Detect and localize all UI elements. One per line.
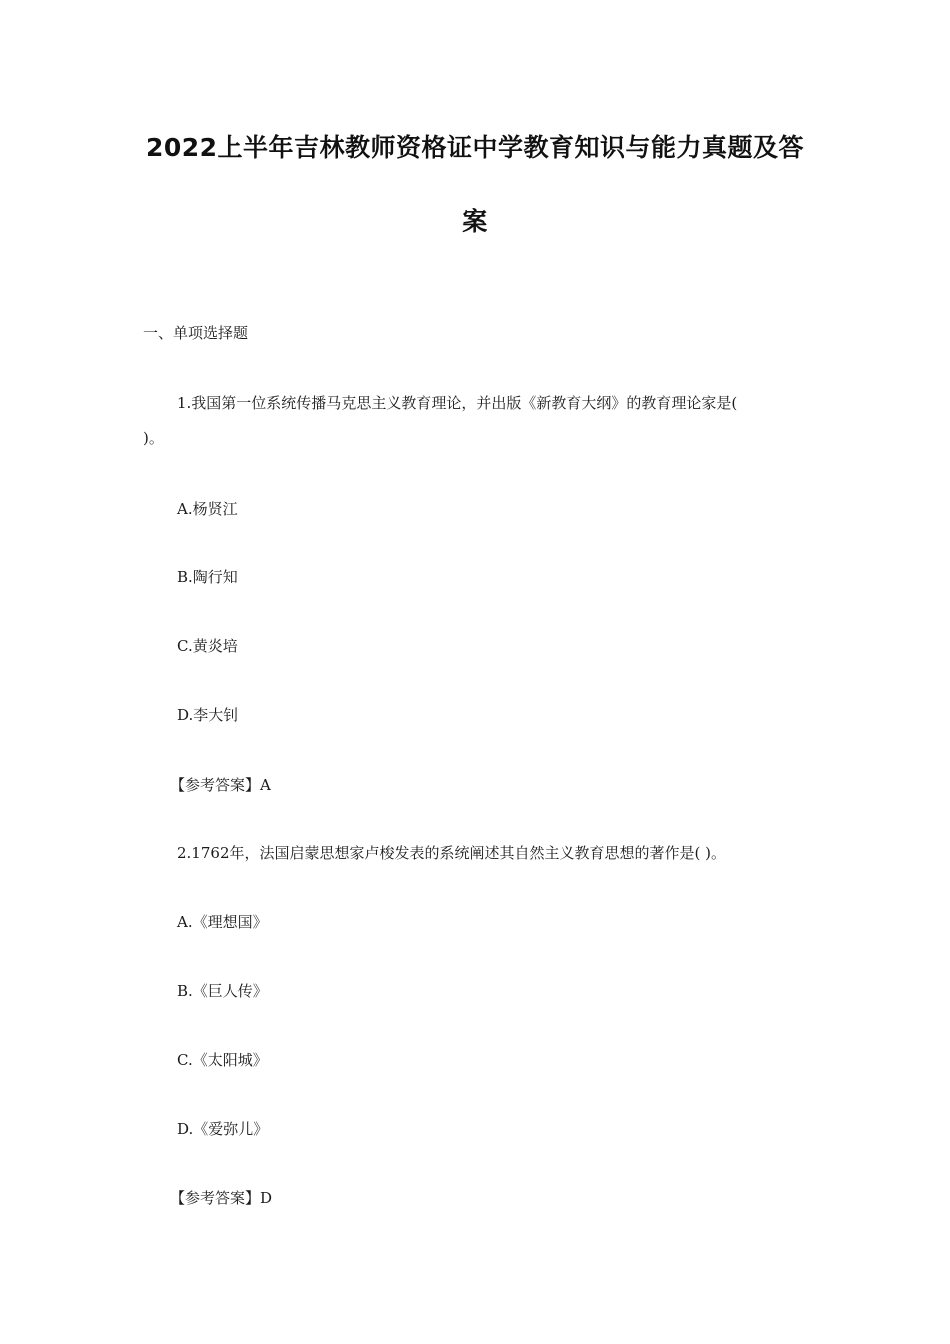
question-1-answer: 【参考答案】A — [170, 776, 271, 794]
question-2-option-a: A.《理想国》 — [177, 913, 268, 931]
question-1-option-b: B.陶行知 — [177, 568, 238, 586]
document-title-line1: 2022上半年吉林教师资格证中学教育知识与能力真题及答 — [145, 133, 805, 162]
question-2-stem: 2.1762年，法国启蒙思想家卢梭发表的系统阐述其自然主义教育思想的著作是( )。 — [177, 844, 726, 862]
question-2-option-d: D.《爱弥儿》 — [177, 1120, 269, 1138]
section-heading: 一、单项选择题 — [143, 324, 249, 342]
question-2-option-b: B.《巨人传》 — [177, 982, 268, 1000]
document-title-line2: 案 — [462, 207, 488, 236]
question-1-stem: 1.我国第一位系统传播马克思主义教育理论，并出版《新教育大纲》的教育理论家是( — [177, 394, 738, 412]
question-2-option-c: C.《太阳城》 — [177, 1051, 268, 1069]
question-1-option-a: A.杨贤江 — [177, 500, 238, 518]
question-2-answer: 【参考答案】D — [170, 1189, 273, 1207]
question-1-stem-cont: )。 — [143, 429, 164, 447]
question-1-option-c: C.黄炎培 — [177, 637, 238, 655]
question-1-option-d: D.李大钊 — [177, 706, 239, 724]
